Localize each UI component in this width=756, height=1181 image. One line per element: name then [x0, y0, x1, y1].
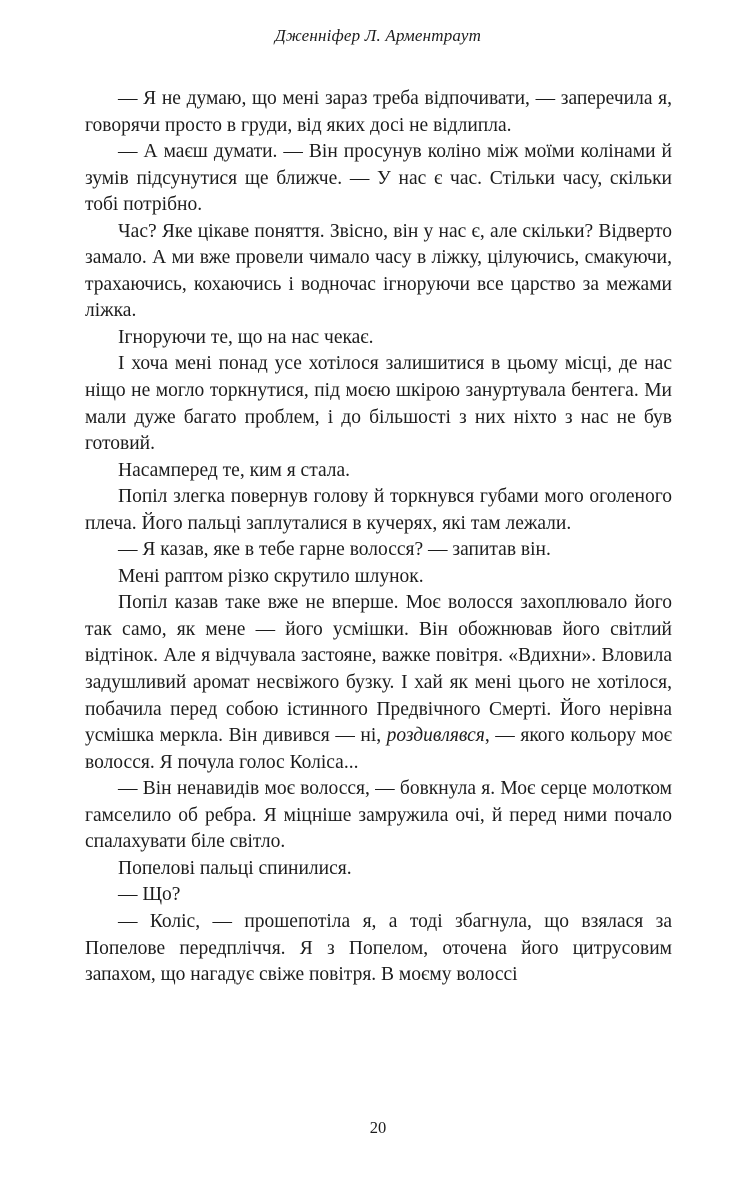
paragraph: [85, 909, 672, 989]
paragraph: [85, 856, 672, 883]
text-segment: — А маєш думати. — Він просунув коліно між моїми колінами й зумів підсунутися ще ближче. — У нас є час. Стільки часу, скільки тобі потрібно.: [85, 141, 672, 216]
running-header: Дженніфер Л. Арментраут: [274, 26, 482, 45]
text-segment: — Він ненавидів моє волосся, — бовкнула я. Моє серце молотком гамселило об ребра. Я міцніше замружила очі, й перед ними почало спалахувати біле світло.: [85, 778, 672, 853]
text-segment: Час? Яке цікаве поняття. Звісно, він у нас є, але скільки? Відверто замало. А ми вже провели чимало часу в ліжку, цілуючись, смакуючи, трахаючись, кохаючись і водночас ігноруючи все царство за межами ліжка.: [85, 220, 672, 322]
italic-text-segment: роздивлявся: [386, 725, 485, 747]
paragraph: [85, 882, 672, 909]
paragraph: [85, 325, 672, 352]
paragraph: [85, 564, 672, 591]
body-text: [85, 86, 672, 989]
text-segment: — Я казав, яке в тебе гарне волосся? — запитав він.: [118, 539, 551, 561]
text-segment: Попіл казав таке вже не вперше. Моє волосся захоплювало його так само, як мене — його усмішки. Він обожнював його світлий відтінок. Але я відчувала застояне, важке повітря. «Вдихни». Вловила задушливий аромат несвіжого бузку. І хай як мені цього не хотілося, побачила перед собою істинного Предвічного Смерті. Його нерівна усмішка меркла. Він дивився — ні,: [85, 592, 672, 747]
paragraph: [85, 86, 672, 139]
text-segment: Насамперед те, ким я стала.: [118, 459, 351, 481]
text-segment: — Коліс, — прошепотіла я, а тоді збагнула, що взялася за Попелове передпліччя. Я з Попелом, оточена його цитрусовим запахом, що нагадує свіже повітря. В моєму волоссі: [85, 910, 672, 986]
paragraph: [85, 484, 672, 537]
text-segment: Попелові пальці спинилися.: [118, 857, 352, 879]
paragraph: [85, 139, 672, 219]
text-segment: Мені раптом різко скрутило шлунок.: [118, 565, 424, 587]
text-segment: — Я не думаю, що мені зараз треба відпочивати, — заперечила я, говорячи просто в груди, від яких досі не відлипла.: [85, 88, 672, 136]
paragraph: [85, 351, 672, 457]
paragraph: [85, 776, 672, 856]
page-number: 20: [369, 1118, 387, 1137]
text-segment: І хоча мені понад усе хотілося залишитися в цьому місці, де нас ніщо не могло торкнутися, під моєю шкірою зануртувала бентега. Ми мали дуже багато проблем, і до більшості з них ніхто з нас не був готовий.: [85, 353, 672, 455]
text-segment: Попіл злегка повернув голову й торкнувся губами мого оголеного плеча. Його пальці заплуталися в кучерях, які там лежали.: [85, 486, 672, 534]
text-segment: — Що?: [118, 884, 181, 906]
paragraph: [85, 537, 672, 564]
text-segment: Ігноруючи те, що на нас чекає.: [118, 326, 374, 348]
paragraph: [85, 458, 672, 485]
text-segment: , — якого кольору моє волосся. Я почула голос Коліса...: [85, 725, 672, 773]
paragraph: [85, 219, 672, 325]
paragraph: [85, 590, 672, 776]
